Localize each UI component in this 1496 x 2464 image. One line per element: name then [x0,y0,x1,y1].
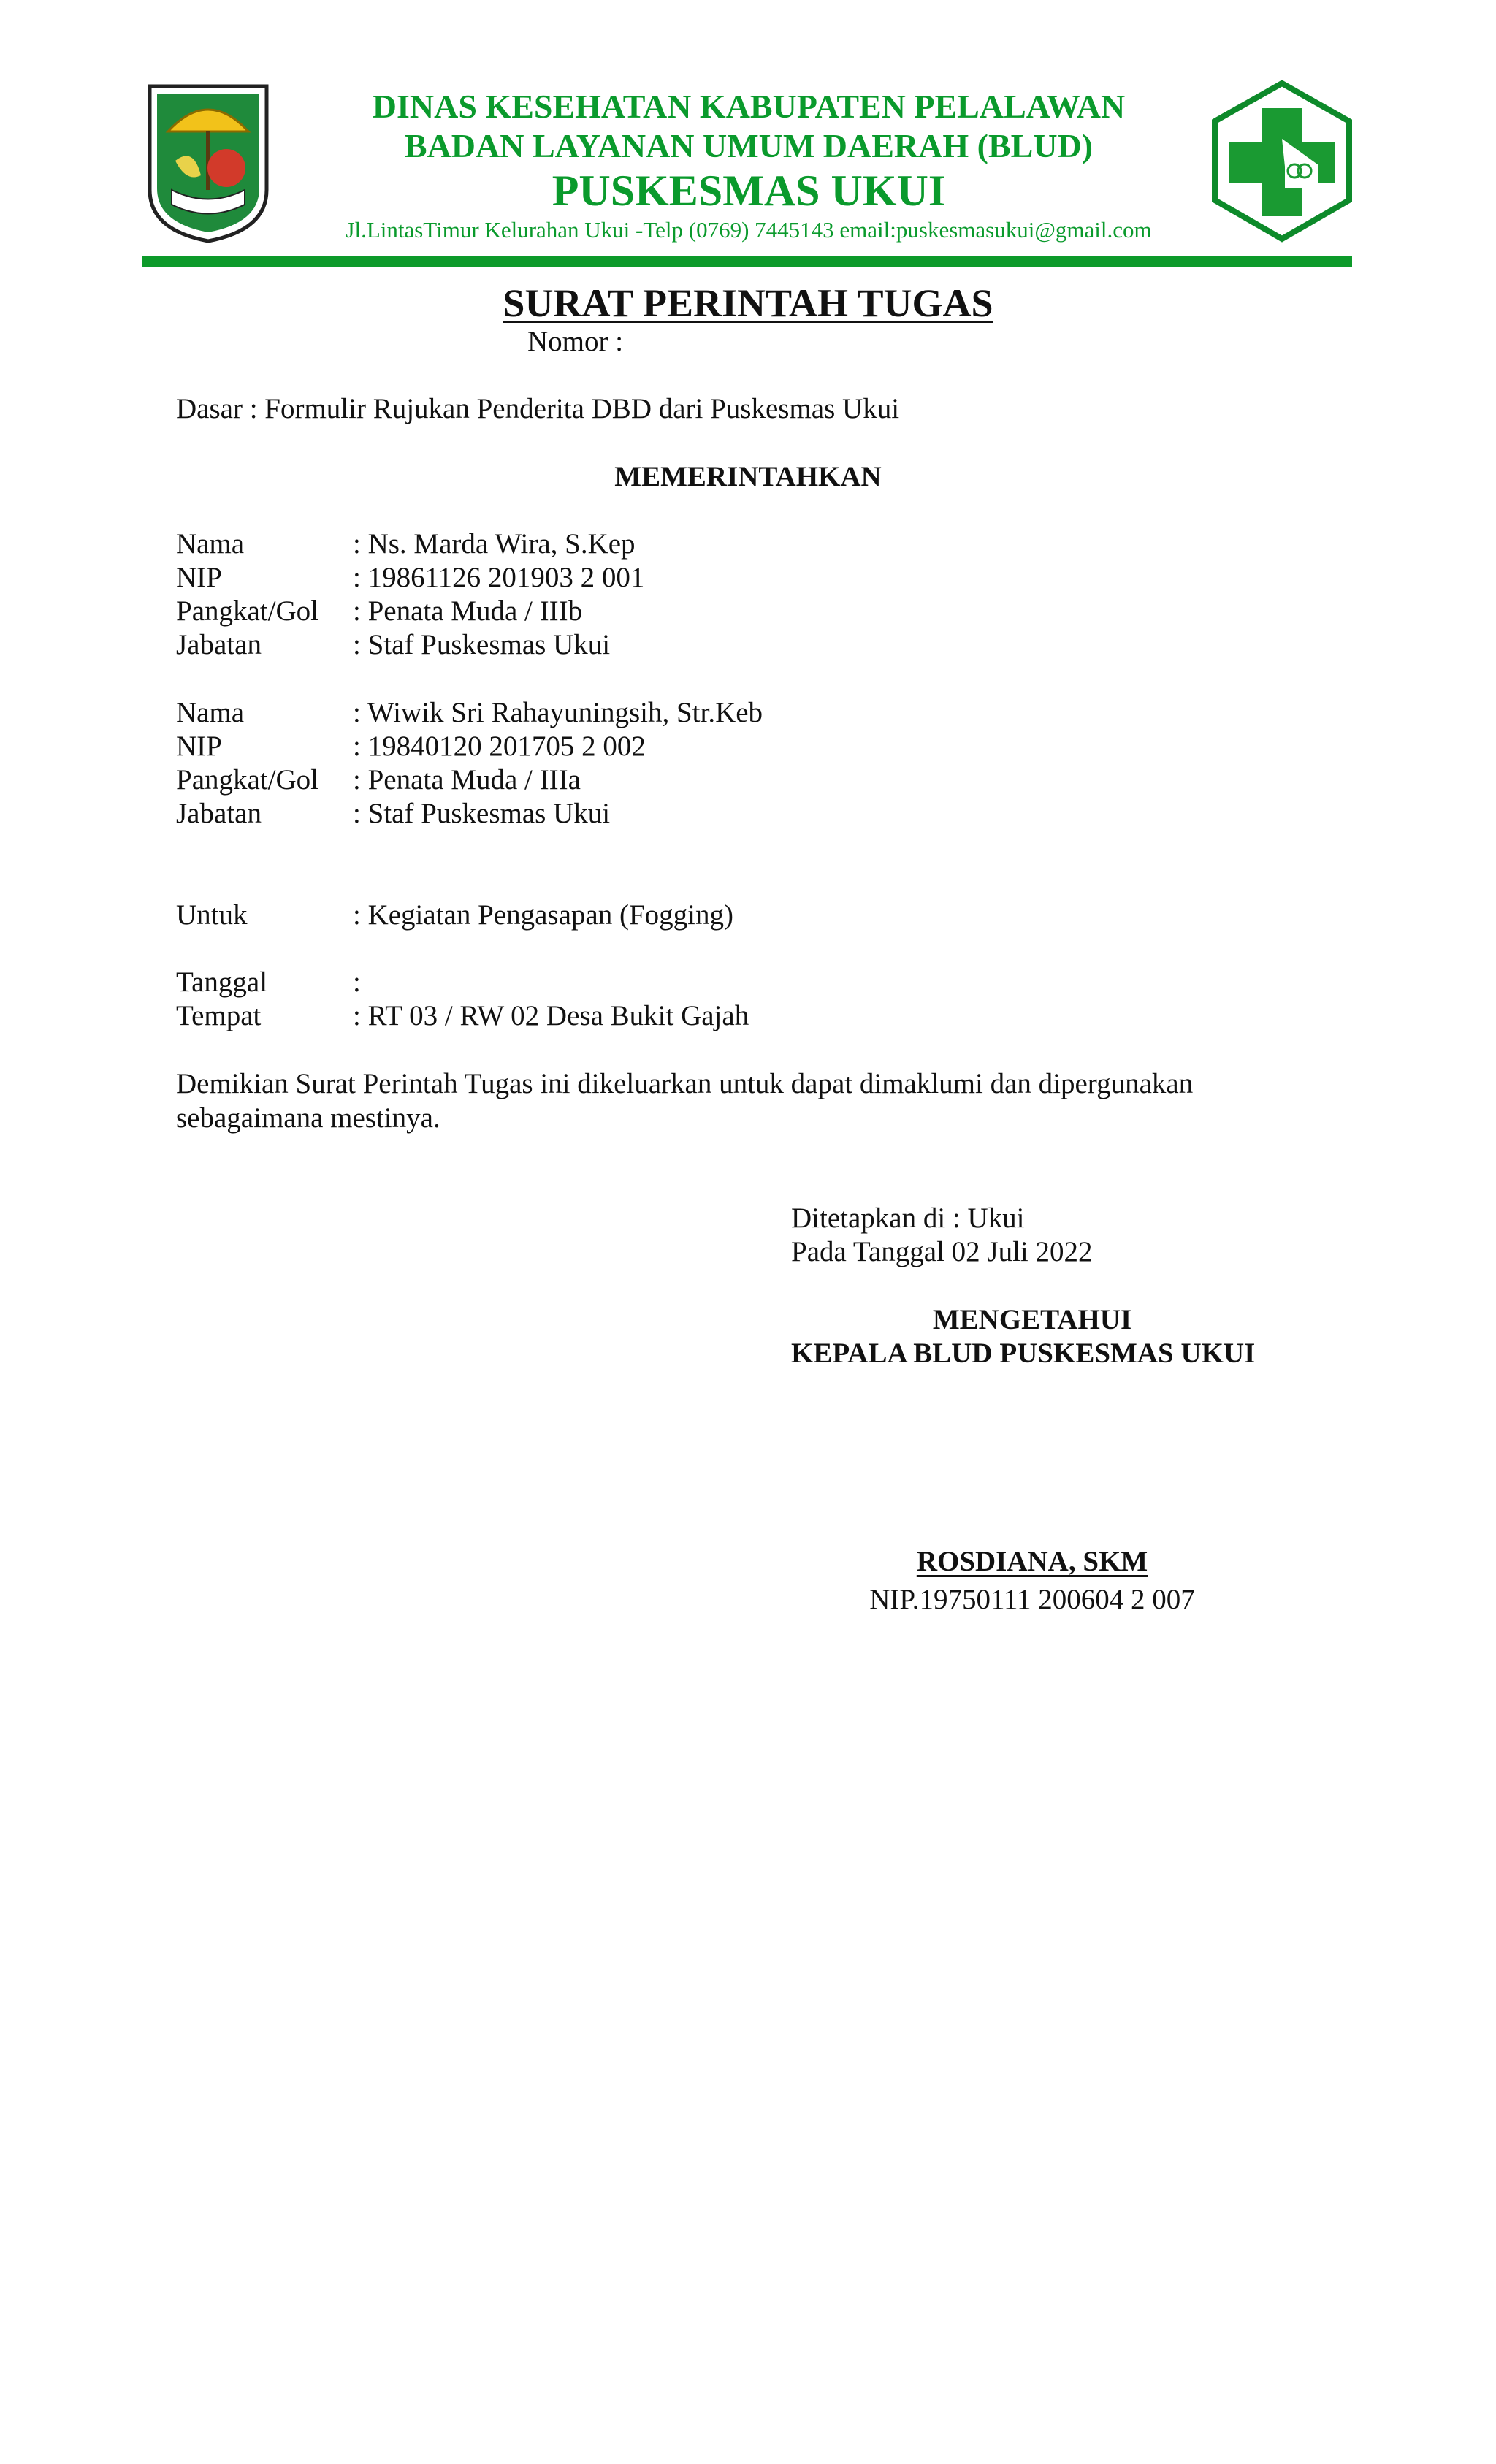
closing-line-1: Demikian Surat Perintah Tugas ini dikeluarkan untuk dapat dimaklumi dan dipergunakan [176,1068,1194,1099]
document-number: Nomor : [527,326,624,357]
header-agency-line: DINAS KESEHATAN KABUPATEN PELALAWAN [372,88,1126,125]
untuk-label: Untuk [176,899,248,931]
nama-label: Nama [176,697,245,728]
header-blud-line: BADAN LAYANAN UMUM DAERAH (BLUD) [404,127,1094,164]
document-title: SURAT PERINTAH TUGAS [503,281,993,325]
puskesmas-logo [1209,79,1355,243]
nip-label: NIP [176,562,222,593]
pangkat-value: : Penata Muda / IIIa [353,764,581,796]
nip-value: : 19861126 201903 2 001 [353,562,645,593]
header-address: Jl.LintasTimur Kelurahan Ukui -Telp (0769) 7445143 email:puskesmasukui@gmail.com [346,217,1152,243]
header-divider [142,256,1352,267]
memerintahkan-heading: MEMERINTAHKAN [614,461,882,492]
signatory-name: ROSDIANA, SKM [916,1546,1148,1577]
tempat-label: Tempat [176,1000,262,1031]
tempat-value: : RT 03 / RW 02 Desa Bukit Gajah [353,1000,749,1031]
nama-value: : Ns. Marda Wira, S.Kep [353,528,636,560]
mengetahui-label: MENGETAHUI [932,1304,1132,1335]
jabatan-value: : Staf Puskesmas Ukui [353,629,611,660]
tanggal-label: Tanggal [176,966,268,998]
ditetapkan-line: Ditetapkan di : Ukui [791,1202,1025,1234]
nama-value: : Wiwik Sri Rahayuningsih, Str.Keb [353,697,763,728]
signatory-position: KEPALA BLUD PUSKESMAS UKUI [791,1338,1256,1369]
pangkat-label: Pangkat/Gol [176,764,318,796]
dasar-line: Dasar : Formulir Rujukan Penderita DBD dari Puskesmas Ukui [176,393,900,424]
nip-value: : 19840120 201705 2 002 [353,731,646,762]
pangkat-value: : Penata Muda / IIIb [353,595,583,627]
nama-label: Nama [176,528,245,560]
jabatan-label: Jabatan [176,798,262,829]
jabatan-value: : Staf Puskesmas Ukui [353,798,611,829]
pada-tanggal-line: Pada Tanggal 02 Juli 2022 [791,1236,1093,1267]
tanggal-value: : [353,966,361,998]
pelalawan-regency-emblem [142,80,274,245]
closing-line-2: sebagaimana mestinya. [176,1102,440,1134]
nip-label: NIP [176,731,222,762]
jabatan-label: Jabatan [176,629,262,660]
pangkat-label: Pangkat/Gol [176,595,318,627]
header-puskesmas-name: PUSKESMAS UKUI [552,167,946,215]
signatory-nip: NIP.19750111 200604 2 007 [869,1584,1195,1615]
untuk-value: : Kegiatan Pengasapan (Fogging) [353,899,733,931]
